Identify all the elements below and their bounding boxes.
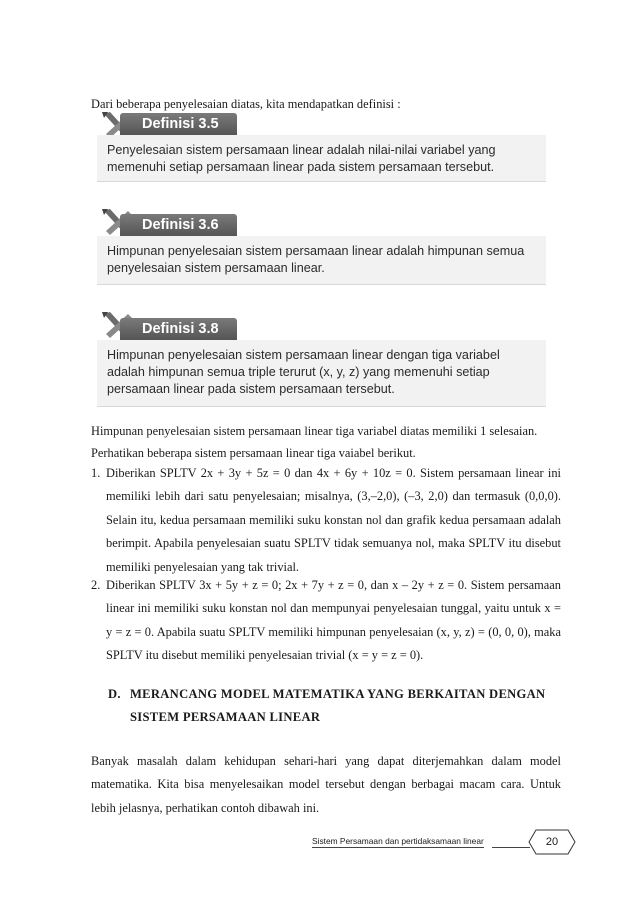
definition-box	[97, 135, 546, 182]
section-heading	[108, 683, 563, 729]
list-number: 1.	[91, 466, 101, 480]
definition-box	[97, 340, 546, 407]
list-number: 2.	[91, 578, 101, 592]
list-item	[91, 462, 561, 579]
footer-text: Sistem Persamaan dan pertidaksamaan linear	[312, 836, 484, 846]
definition-box	[97, 236, 546, 285]
list-item-text: Diberikan SPLTV 2x + 3y + 5z = 0 dan 4x + 6y + 10z = 0. Sistem persamaan linear ini memiliki lebih dari satu penyelesaian; misalnya, (3,–2,0), (–3, 2,0) dan termasuk (0,0,0). Selain itu, kedua persamaan memiliki suku konstan nol dan grafik kedua persamaan adalah berimpit. Apabila penyelesaian suatu SPLTV tidak semuanya nol, maka SPLTV itu disebut memiliki penyelesaian yang tak trivial.	[106, 466, 561, 574]
definition-text: Penyelesaian sistem persamaan linear adalah nilai-nilai variabel yang memenuhi setiap persamaan linear pada sistem persamaan tersebut.	[107, 143, 496, 174]
section-title: MERANCANG MODEL MATEMATIKA YANG BERKAITAN DENGAN SISTEM PERSAMAAN LINEAR	[130, 687, 546, 724]
list-item-text: Diberikan SPLTV 3x + 5y + z = 0; 2x + 7y + z = 0, dan x – 2y + z = 0. Sistem persamaan linear ini memiliki suku konstan nol dan mempunyai penyelesaian tunggal, yaitu untuk x = y = z = 0. Apabila suatu SPLTV memiliki himpunan penyelesaian (x, y, z) = (0, 0, 0), maka SPLTV itu disebut memiliki penyelesaian trivial (x = y = z = 0).	[106, 578, 561, 663]
definition-title: Definisi 3.8	[120, 318, 237, 340]
list-item	[91, 574, 561, 668]
definition-text: Himpunan penyelesaian sistem persamaan linear dengan tiga variabel adalah himpunan semua triple terurut (x, y, z) yang memenuhi setiap persamaan linear pada sistem persamaan tersebut.	[107, 348, 500, 396]
definition-text: Himpunan penyelesaian sistem persamaan linear adalah himpunan semua penyelesaian sistem persamaan linear.	[107, 244, 525, 275]
footer-rule	[492, 847, 530, 848]
page-number-badge	[528, 829, 576, 855]
definition-title: Definisi 3.6	[120, 214, 237, 236]
section-label: D.	[108, 687, 121, 701]
definition-title: Definisi 3.5	[120, 113, 237, 135]
paragraph: Perhatikan beberapa sistem persamaan linear tiga vaiabel berikut.	[91, 446, 416, 460]
paragraph: Banyak masalah dalam kehidupan sehari-hari yang dapat diterjemahkan dalam model matematika. Kita bisa menyelesaikan model tersebut dengan berbagai macam cara. Untuk lebih jelasnya, perhatikan contoh dibawah ini.	[91, 754, 561, 815]
intro-text: Dari beberapa penyelesaian diatas, kita mendapatkan definisi :	[91, 97, 401, 111]
page-number: 20	[545, 836, 559, 848]
paragraph: Himpunan penyelesaian sistem persamaan linear tiga variabel diatas memiliki 1 selesaian.	[91, 424, 538, 438]
